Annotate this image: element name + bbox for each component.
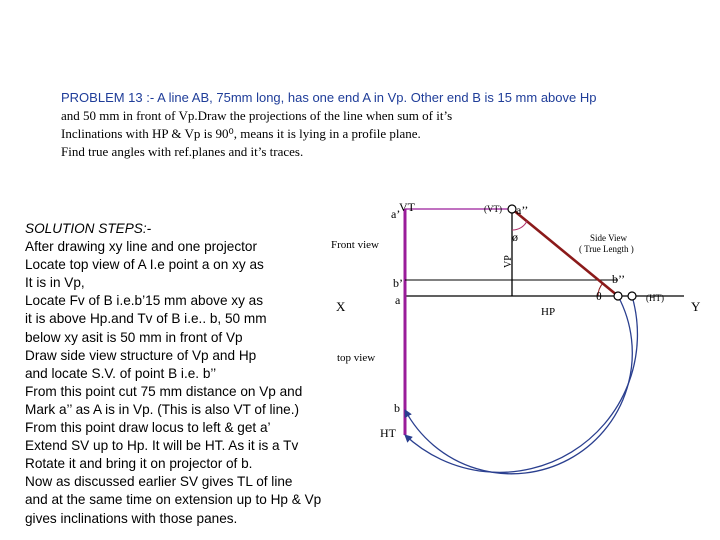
label-a-dash: a’ [391,207,401,221]
label-top-view: top view [337,352,376,364]
rotation-arc-ht [405,296,637,472]
solution-step: Rotate it and bring it on projector of b. [25,456,253,472]
label-vp: VP [503,255,514,268]
label-theta: θ [596,289,602,303]
solution-step: it is above Hp.and Tv of B i.e.. b, 50 mm [25,311,267,327]
label-a: a [395,293,401,307]
label-ht-paren: (HT) [646,293,664,303]
solution-step: After drawing xy line and one projector [25,239,257,255]
phi-angle-arc [512,221,527,230]
label-side-view: Side View [590,233,628,243]
problem-line-2: Inclinations with HP & Vp is 90⁰, means it is lying in a profile plane. [61,126,421,141]
solution-step: Locate Fv of B i.e.b’15 mm above xy as [25,293,264,309]
label-ht: HT [380,426,396,440]
solution-step: From this point draw locus to left & get a’ [25,420,271,436]
solution-step: Draw side view structure of Vp and Hp [25,347,257,363]
label-true-length: ( True Length ) [579,244,634,254]
solution-title: SOLUTION STEPS:- [25,221,152,236]
solution-step: below xy asit is 50 mm in front of Vp [25,329,243,345]
point-ht-side [628,292,636,300]
solution-step: Now as discussed earlier SV gives TL of line [25,474,293,490]
problem-line-3: Find true angles with ref.planes and it’s traces. [61,144,304,159]
label-vt: VT [399,200,415,214]
solution-step: Extend SV up to Hp. It will be HT. As it is a Tv [25,438,299,454]
solution-step: From this point cut 75 mm distance on Vp and [25,383,303,399]
solution-step: Mark a’’ as A is in Vp. (This is also VT of line.) [25,401,299,417]
point-a-ddash [508,205,516,213]
label-phi: ø [512,230,518,244]
label-vt-paren: (VT) [484,204,502,214]
label-y: Y [691,299,701,314]
label-front-view: Front view [331,239,379,251]
label-x: X [336,299,346,314]
label-hp: HP [541,306,556,318]
label-b: b [394,401,400,415]
label-b-ddash: b’’ [612,272,626,286]
rotation-arc-b [405,296,632,474]
label-a-ddash: a’’ [516,203,529,217]
solution-step: gives inclinations with those panes. [25,510,238,526]
solution-step: and at the same time on extension up to Hp & Vp [25,492,322,508]
point-b-ddash [614,292,622,300]
problem-line-1: and 50 mm in front of Vp.Draw the projections of the line when sum of it’s [61,108,453,123]
label-b-dash: b’ [393,276,403,290]
solution-step: and locate S.V. of point B i.e. b’’ [25,365,217,381]
problem-heading: PROBLEM 13 :- A line AB, 75mm long, has one end A in Vp. Other end B is 15 mm above Hp [61,90,597,105]
solution-step: Locate top view of A I.e point a on xy as [25,257,264,273]
solution-step: It is in Vp, [25,275,85,291]
